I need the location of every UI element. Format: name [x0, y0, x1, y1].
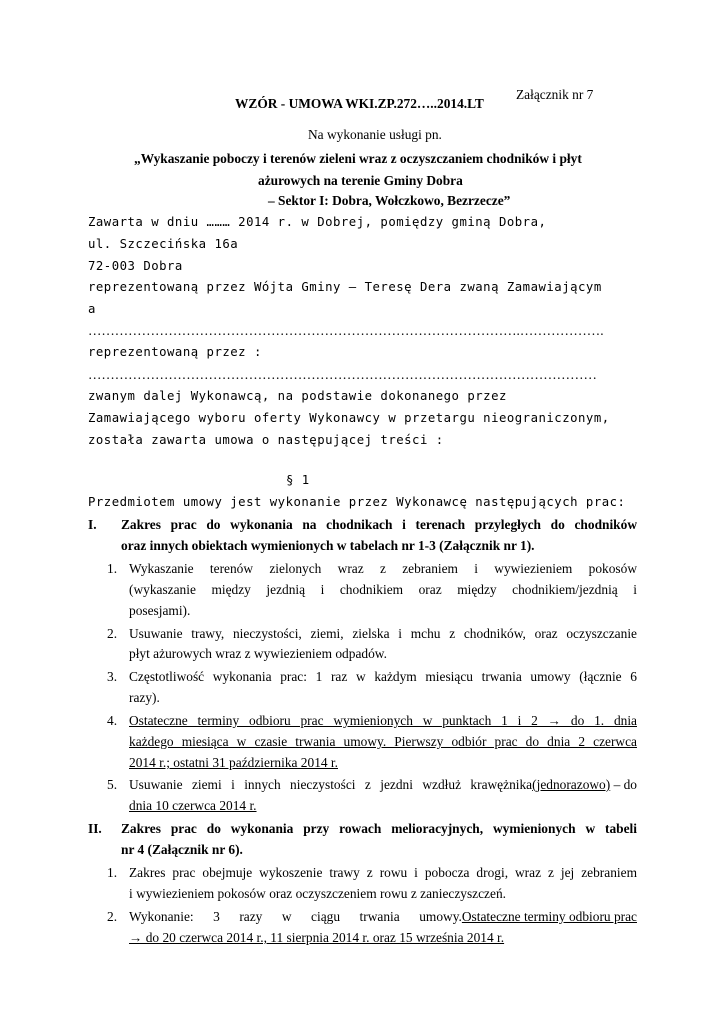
list-item-text: 2014 r.; ostatni 31 października 2014 r.: [129, 755, 338, 770]
part-2-heading-line-1: Zakres prac do wykonania przy rowach melioracyjnych, wymienionych w tabeli: [121, 821, 637, 836]
contractor-blank: …………………………………………………………………………………….……………….: [88, 323, 604, 338]
list-item-number: 2.: [107, 626, 118, 641]
list-item-text: Wykaszanie terenów zielonych wraz z zebraniem i wywiezieniem pokosów: [129, 561, 637, 576]
part-1-number: I.: [88, 517, 97, 532]
intro-line-1: Na wykonanie usługi pn.: [308, 127, 442, 142]
list-item-text: [129, 909, 637, 925]
list-item-text-part: Usuwanie ziemi i innych nieczystości z jezdni wzdłuż krawężnika: [129, 777, 533, 792]
list-item-text: Częstotliwość wykonania prac: 1 raz w każdym miesiącu trwania umowy (łącznie 6: [129, 669, 637, 684]
list-item-text: razy).: [129, 690, 160, 705]
and-line: a: [88, 302, 96, 316]
list-item-number: 3.: [107, 669, 118, 684]
list-item-number: 1.: [107, 561, 118, 576]
list-item-text-underlined: Ostateczne terminy odbioru prac: [461, 909, 637, 924]
part-1-heading-line-2: oraz innych obiektach wymienionych w tabelach nr 1-3 (Załącznik nr 1).: [121, 538, 535, 553]
concluded-line: została zawarta umowa o następującej treści :: [88, 433, 444, 447]
section-lead: Przedmiotem umowy jest wykonanie przez Wykonawcę następujących prac:: [88, 495, 626, 509]
list-item-number: 4.: [107, 713, 118, 728]
list-item-text-underlined: (jednorazowo): [532, 777, 611, 792]
list-item-text-part: – do: [610, 777, 637, 792]
document-title: WZÓR - UMOWA WKI.ZP.272…..2014.LT: [235, 96, 484, 111]
part-1-heading-line-1: Zakres prac do wykonania na chodnikach i terenach przyległych do chodników: [121, 517, 637, 532]
list-item-number: 1.: [107, 865, 118, 880]
list-item-text: (wykaszanie między jezdnią i chodnikiem oraz między chodnikiem/jezdnią i: [129, 582, 637, 597]
tender-line: Zamawiającego wyboru oferty Wykonawcy w przetargu nieograniczonym,: [88, 411, 610, 425]
service-name-line-1: „Wykaszanie poboczy i terenów zieleni wraz z oczyszczaniem chodników i płyt: [134, 151, 582, 166]
list-item-text: [129, 777, 637, 793]
contract-date-line: Zawarta w dniu ……… 2014 r. w Dobrej, pomiędzy gminą Dobra,: [88, 215, 547, 229]
list-item-text: i wywiezieniem pokosów oraz oczyszczeniem rowu z zanieczyszczeń.: [129, 886, 506, 901]
list-item-text: dnia 10 czerwca 2014 r.: [129, 798, 257, 813]
list-item-text: każdego miesiąca w czasie trwania umowy. Pierwszy odbiór prac do dnia 2 czerwca: [129, 734, 637, 749]
list-item-number: 5.: [107, 777, 118, 792]
list-item-text: płyt ażurowych wraz z wywiezieniem odpadów.: [129, 646, 387, 661]
list-item-text: Usuwanie trawy, nieczystości, ziemi, zielska i mchu z chodników, oraz oczyszczanie: [129, 626, 637, 641]
contractor-called-line: zwanym dalej Wykonawcą, na podstawie dokonanego przez: [88, 389, 507, 403]
list-item-text: Ostateczne terminy odbioru prac wymienionych w punktach 1 i 2 → do 1. dnia: [129, 713, 637, 728]
address-city: 72-003 Dobra: [88, 259, 183, 273]
address-street: ul. Szczecińska 16a: [88, 237, 239, 251]
attachment-label: Załącznik nr 7: [516, 87, 594, 102]
list-item-text: posesjami).: [129, 603, 191, 618]
part-2-number: II.: [88, 821, 102, 836]
contractor-represented-by: reprezentowaną przez :: [88, 345, 262, 359]
list-item-text: Zakres prac obejmuje wykoszenie trawy z rowu i pobocza drogi, wraz z jej zebraniem: [129, 865, 637, 880]
list-item-number: 2.: [107, 909, 118, 924]
part-2-heading-line-2: nr 4 (Załącznik nr 6).: [121, 842, 243, 857]
section-mark: § 1: [286, 473, 310, 487]
list-item-text: → do 20 czerwca 2014 r., 11 sierpnia 2014 r. oraz 15 września 2014 r.: [129, 930, 505, 945]
represented-by-line: reprezentowaną przez Wójta Gminy – Teresę Dera zwaną Zamawiającym: [88, 280, 602, 294]
service-name-line-2: ażurowych na terenie Gminy Dobra: [258, 173, 463, 188]
representative-blank: ……………………………………………………………………………………………………: [88, 367, 597, 382]
list-item-text-part: Wykonanie: 3 razy w ciągu trwania umowy.: [129, 909, 462, 924]
service-name-line-3: – Sektor I: Dobra, Wołczkowo, Bezrzecze”: [268, 193, 511, 208]
